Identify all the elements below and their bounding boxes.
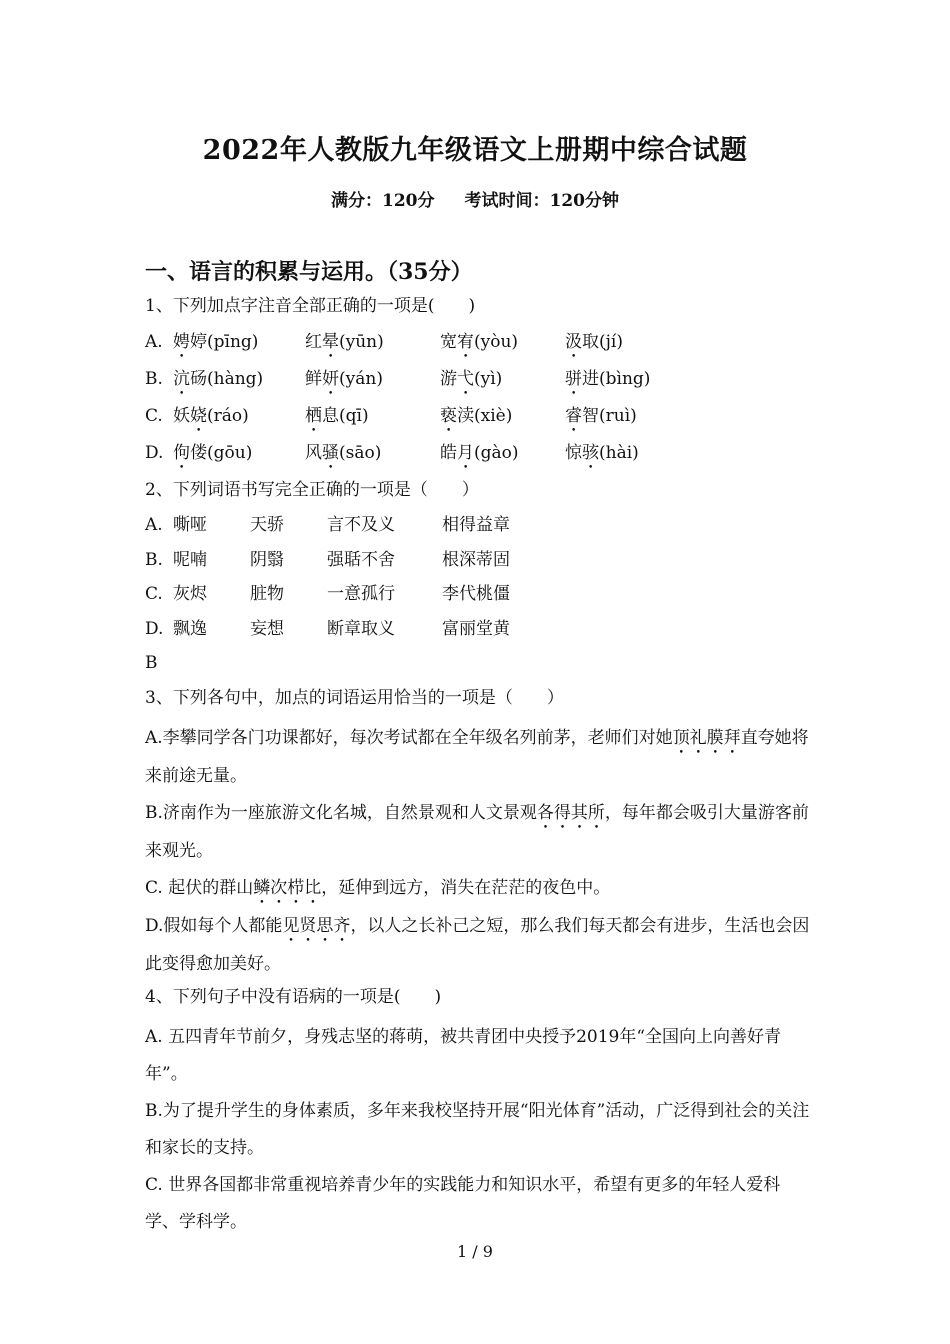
word-part: (yán) <box>339 369 383 389</box>
q1-option-row <box>145 328 810 365</box>
dotted-char: 娉 <box>173 332 190 352</box>
q2-option-row <box>145 580 810 615</box>
word-part: 红 <box>305 332 322 352</box>
q1-word <box>173 365 263 399</box>
q3-option-d <box>145 908 810 983</box>
q1-stem: 1、下列加点字注音全部正确的一项是( ) <box>145 296 476 316</box>
q3-c-dotted: 鳞次栉比 <box>253 878 322 898</box>
option-label: B. <box>145 549 163 570</box>
q2-word: 飘逸 <box>173 618 207 639</box>
dotted-char: 晕 <box>322 332 339 352</box>
q4-stem: 4、下列句子中没有语病的一项是( ) <box>145 987 442 1007</box>
exam-time: 考试时间：120分钟 <box>464 191 619 211</box>
dotted-char: 佝 <box>173 443 190 463</box>
word-part: 婷(pīng) <box>190 332 259 352</box>
q2-option-row <box>145 511 810 546</box>
q2-option-row <box>145 615 810 650</box>
q2-option-row <box>145 546 810 581</box>
q2-word: 脏物 <box>250 584 284 604</box>
q1-word <box>305 402 369 436</box>
option-label: A. <box>145 332 163 352</box>
q3-a-text: A.李攀同学各门功课都好，每次考试都在全年级名列前茅，老师们对她 <box>145 728 673 748</box>
word-part: (yòu) <box>474 332 519 352</box>
q2-word: 相得益章 <box>442 515 510 535</box>
q2-word: 嘶哑 <box>173 515 207 535</box>
q2-options <box>145 511 810 649</box>
q1-options <box>145 328 810 476</box>
q1-option-row <box>145 402 810 439</box>
dotted-char: 月 <box>457 443 474 463</box>
word-part: 取(jí) <box>582 332 623 352</box>
word-part: (hài) <box>599 443 639 463</box>
word-part: (yūn) <box>339 332 384 352</box>
dotted-char: 骇 <box>582 443 599 463</box>
q2-word: 妄想 <box>250 618 284 639</box>
q2-word: 灰烬 <box>173 584 207 604</box>
option-label: C. <box>145 584 163 604</box>
q2-word: 强聒不舍 <box>327 549 395 570</box>
q4-option-a: A. 五四青年节前夕，身残志坚的蒋萌，被共青团中央授予2019年“全国向上向善好青年”。 <box>145 1027 782 1084</box>
option-label: D. <box>145 443 164 463</box>
q1-option-row <box>145 365 810 402</box>
dotted-char: 宥 <box>457 332 474 352</box>
word-part: 妖 <box>173 406 190 426</box>
exam-info <box>0 186 950 211</box>
option-label: D. <box>145 618 164 639</box>
q2-word: 根深蒂固 <box>442 549 510 570</box>
q2-word: 断章取义 <box>327 618 395 639</box>
dotted-char: 骈 <box>565 369 582 389</box>
word-part: 惊 <box>565 443 582 463</box>
q1-word <box>305 365 383 399</box>
q3-d-text: D.假如每个人都能 <box>145 916 283 936</box>
word-part: (ráo) <box>207 406 249 426</box>
q1-option-row <box>145 439 810 476</box>
word-part: 游 <box>440 369 457 389</box>
word-part: 进(bìng) <box>582 369 651 389</box>
dotted-char: 弋 <box>457 369 474 389</box>
q1-word <box>173 439 252 473</box>
word-part: 宽 <box>440 332 457 352</box>
q2-word: 天骄 <box>250 515 284 535</box>
q3-c-text: C. 起伏的群山 <box>145 878 254 898</box>
q1-word <box>565 365 650 399</box>
page-title: 2022年人教版九年级语文上册期中综合试题 <box>202 135 748 166</box>
q1-word <box>305 439 381 473</box>
word-part: 息(qī) <box>322 406 369 426</box>
q2-stem: 2、下列词语书写完全正确的一项是（ ） <box>145 480 479 500</box>
dotted-char: 亵 <box>440 406 457 426</box>
q2-word: 富丽堂黄 <box>442 618 510 639</box>
q1-word <box>565 402 637 436</box>
full-score: 满分：120分 <box>331 191 435 211</box>
q1-word <box>173 328 258 362</box>
q3-b-dotted: 各得其所 <box>536 803 605 823</box>
dotted-char: 妍 <box>322 369 339 389</box>
q2-word: 言不及义 <box>327 515 395 535</box>
word-part: 鲜 <box>305 369 322 389</box>
word-part: 渎(xiè) <box>457 406 513 426</box>
word-part: 砀(hàng) <box>190 369 264 389</box>
q3-option-c <box>145 870 810 908</box>
dotted-char: 汲 <box>565 332 582 352</box>
option-label: A. <box>145 515 163 535</box>
dotted-char: 睿 <box>565 406 582 426</box>
q1-word <box>440 402 512 436</box>
q2-answer: B <box>145 653 158 673</box>
q3-b-text-end: ，每年都会吸引大量游客前来观光。 <box>145 803 809 861</box>
dotted-char: 沆 <box>173 369 190 389</box>
word-part: (gào) <box>474 443 519 463</box>
dotted-char: 骚 <box>322 443 339 463</box>
q4-option-c: C. 世界各国都非常重视培养青少年的实践能力和知识水平，希望有更多的年轻人爱科学、学科学。 <box>145 1175 781 1232</box>
dotted-char: 栖 <box>305 406 322 426</box>
q3-a-text-end: 直夸她将来前途无量。 <box>145 728 809 786</box>
dotted-char: 娆 <box>190 406 207 426</box>
q3-d-text-end: ，以人之长补己之短，那么我们每天都会有进步，生活也会因此变得愈加美好。 <box>145 916 810 974</box>
q2-word: 李代桃僵 <box>442 584 510 604</box>
q1-word <box>173 402 249 436</box>
q3-a-dotted: 顶礼膜拜 <box>672 728 741 748</box>
q3-b-text: B.济南作为一座旅游文化名城，自然景观和人文景观 <box>145 803 537 823</box>
option-label: B. <box>145 369 163 389</box>
q4-option-b: B.为了提升学生的身体素质，多年来我校坚持开展“阳光体育”活动，广泛得到社会的关注和家长的支持。 <box>145 1101 810 1158</box>
q3-option-b <box>145 795 810 870</box>
q1-word <box>305 328 384 362</box>
word-part: 风 <box>305 443 322 463</box>
q1-word <box>565 328 623 362</box>
q2-word: 一意孤行 <box>327 584 395 604</box>
page-number: 1 / 9 <box>457 1242 493 1261</box>
q1-word <box>440 328 518 362</box>
section-heading: 一、语言的积累与运用。（35分） <box>145 259 473 285</box>
word-part: (yì) <box>474 369 503 389</box>
q2-word: 阴翳 <box>250 549 284 570</box>
q3-c-text-end: ，延伸到远方，消失在茫茫的夜色中。 <box>321 878 611 898</box>
q1-word <box>565 439 639 473</box>
word-part: 偻(gōu) <box>190 443 253 463</box>
q2-word: 呢喃 <box>173 549 207 570</box>
q3-stem: 3、下列各句中，加点的词语运用恰当的一项是（ ） <box>145 688 564 708</box>
q1-word <box>440 439 519 473</box>
option-label: C. <box>145 406 163 426</box>
q3-option-a <box>145 720 810 795</box>
word-part: 智(ruì) <box>582 406 637 426</box>
word-part: (sāo) <box>339 443 382 463</box>
q1-word <box>440 365 502 399</box>
questions <box>145 292 810 1241</box>
word-part: 皓 <box>440 443 457 463</box>
q3-d-dotted: 见贤思齐 <box>282 916 351 936</box>
